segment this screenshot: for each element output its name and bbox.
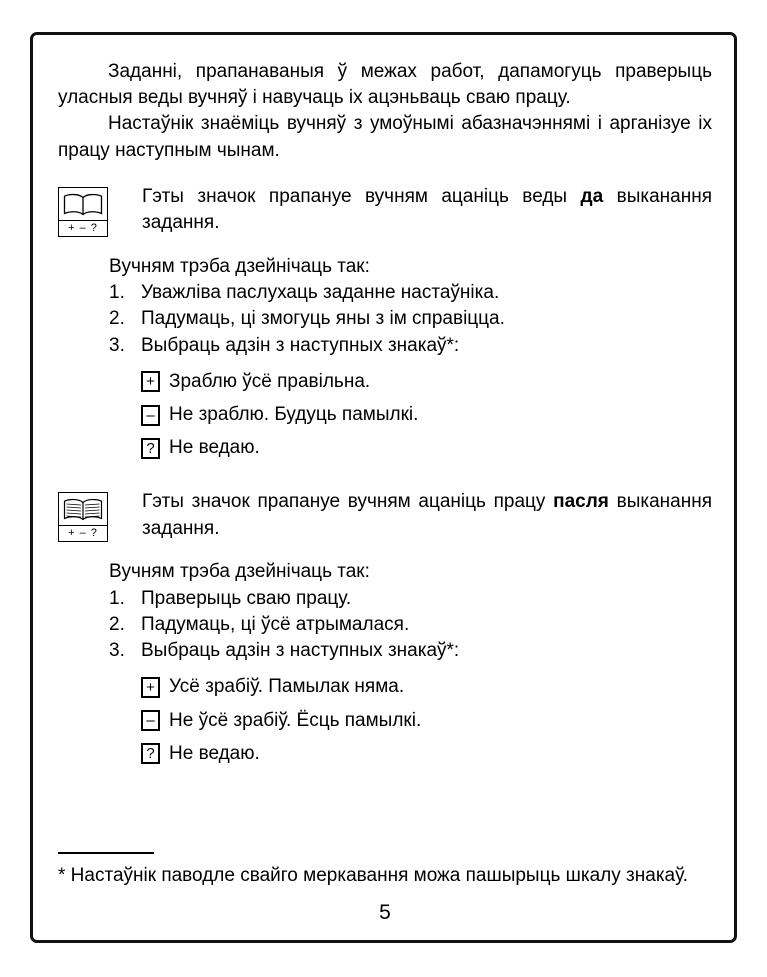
signs-list xyxy=(141,667,712,767)
before-task-section xyxy=(58,184,712,237)
intro-paragraph-2: Настаўнік знаёміць вучняў з умоўнымі абазначэннямі і арганізуе іх працу наступным чынам. xyxy=(58,113,712,161)
plus-sign-icon: + xyxy=(141,677,160,698)
steps-list xyxy=(109,586,712,665)
step-number: 1. xyxy=(109,587,125,609)
section-description xyxy=(142,489,712,542)
description-bold-word: пасля xyxy=(553,491,609,513)
list-title: Вучням трэба дзейнічаць так: xyxy=(109,561,370,583)
description-bold-word: да xyxy=(580,185,604,207)
question-sign-icon: ? xyxy=(141,743,160,764)
question-sign-icon: ? xyxy=(141,438,160,459)
step-number: 3. xyxy=(109,334,125,356)
step-number: 3. xyxy=(109,640,125,662)
sign-row xyxy=(141,402,712,428)
sign-label: Не ведаю. xyxy=(169,437,260,459)
sign-row xyxy=(141,741,712,767)
signs-list xyxy=(141,362,712,462)
icon-caption: + – ? xyxy=(59,220,107,236)
step-text: Праверыць сваю працу. xyxy=(141,587,352,609)
list-item xyxy=(109,333,712,359)
description-text-before: Гэты значок прапануе вучням ацаніць працу xyxy=(142,491,554,513)
step-text: Выбраць адзін з наступных знакаў*: xyxy=(141,334,460,356)
sign-row xyxy=(141,369,712,395)
step-number: 2. xyxy=(109,308,125,330)
step-text: Падумаць, ці змогуць яны з ім справіцца. xyxy=(141,308,505,330)
step-text: Уважліва паслухаць заданне настаўніка. xyxy=(141,282,500,304)
page-border-frame xyxy=(30,32,737,943)
open-book-drawing xyxy=(62,192,104,218)
sign-label: Зраблю ўсё правільна. xyxy=(169,370,371,392)
open-book-icon xyxy=(58,187,108,237)
description-text-before: Гэты значок прапануе вучням ацаніць веды xyxy=(142,185,581,207)
list-item xyxy=(109,638,712,664)
list-item xyxy=(109,280,712,306)
icon-column xyxy=(58,489,142,542)
sign-label: Усё зрабіў. Памылак няма. xyxy=(169,676,405,698)
sign-label: Не зраблю. Будуць памылкі. xyxy=(169,403,419,425)
hatched-book-icon xyxy=(58,492,108,542)
steps-list xyxy=(109,280,712,359)
minus-sign-icon: – xyxy=(141,405,160,426)
description-text-after: выканання задання. xyxy=(142,185,712,234)
icon-caption: + – ? xyxy=(59,525,107,541)
sign-label: Не ўсё зрабіў. Ёсць памылкі. xyxy=(169,709,422,731)
sign-row xyxy=(141,435,712,461)
section-description xyxy=(142,184,712,237)
sign-row xyxy=(141,674,712,700)
empty-space xyxy=(58,767,712,852)
step-number: 1. xyxy=(109,282,125,304)
sign-row xyxy=(141,708,712,734)
step-text: Выбраць адзін з наступных знакаў*: xyxy=(141,640,460,662)
step-text: Падумаць, ці ўсё атрымалася. xyxy=(141,613,410,635)
plus-sign-icon: + xyxy=(141,371,160,392)
list-item xyxy=(109,612,712,638)
list-title: Вучням трэба дзейнічаць так: xyxy=(109,255,370,277)
page-number: 5 xyxy=(379,901,391,925)
footnote: * Настаўнік паводле свайго меркавання можа пашырыць шкалу знакаў. xyxy=(58,864,688,886)
after-task-section xyxy=(58,489,712,542)
icon-column xyxy=(58,184,142,237)
minus-sign-icon: – xyxy=(141,710,160,731)
sign-label: Не ведаю. xyxy=(169,742,260,764)
hatched-book-drawing xyxy=(62,497,104,523)
list-item xyxy=(109,586,712,612)
list-item xyxy=(109,306,712,332)
description-text-after: выканання задання. xyxy=(142,491,712,539)
footnote-separator xyxy=(58,852,154,854)
intro-paragraph-1: Заданні, прапанаваныя ў межах работ, дапамогуць праверыць уласныя веды вучняў і навучаць іх ацэньваць сваю працу. xyxy=(58,61,712,109)
step-number: 2. xyxy=(109,613,125,635)
